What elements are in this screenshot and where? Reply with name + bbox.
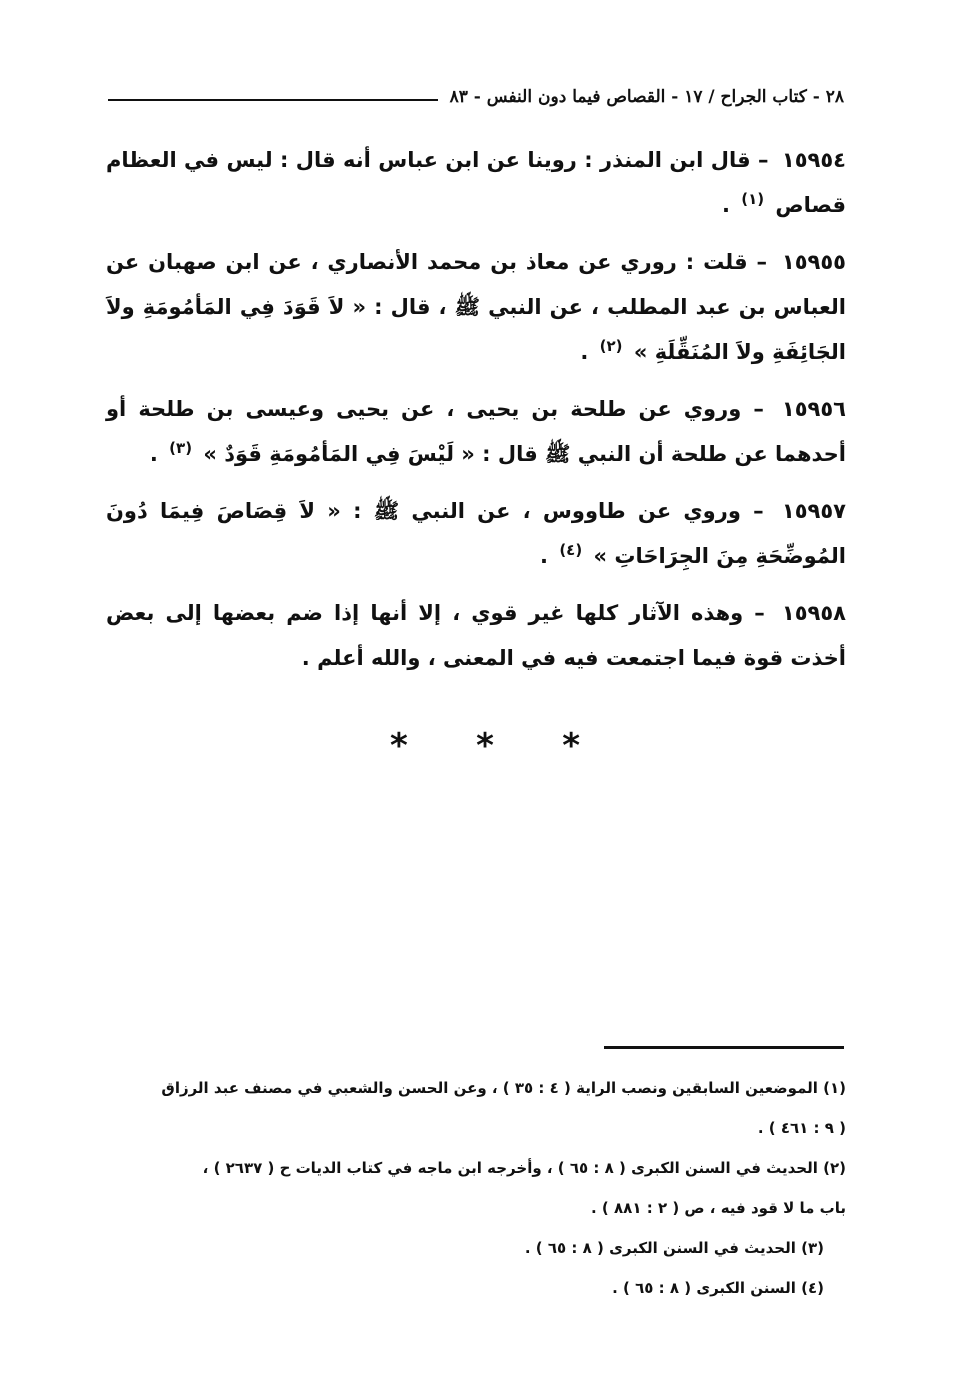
star-icon: * xyxy=(390,726,408,766)
footnote-rule xyxy=(604,1046,844,1049)
footnote-ref[interactable]: (١) xyxy=(741,190,765,208)
footnote-1-line-2: ( ٩ : ٤٦١ ) . xyxy=(757,1119,846,1137)
paragraph-end: . xyxy=(580,340,589,364)
footnote-3: (٣) الحديث في السنن الكبرى ( ٨ : ٦٥ ) . xyxy=(524,1239,824,1257)
main-text xyxy=(106,138,846,691)
paragraph-text: – وروي عن طلحة بن يحيى ، عن يحيى وعيسى بن طلحة أو أحدهما عن طلحة أن النبي ﷺ قال : « لَيْسَ فِي المَأمُومَةِ قَوَدٌ » xyxy=(106,397,846,466)
paragraph-15956 xyxy=(106,387,846,479)
paragraph-number: ١٥٩٥٧ xyxy=(781,499,846,523)
paragraph-number: ١٥٩٥٨ xyxy=(781,601,846,625)
footnote-ref[interactable]: (٤) xyxy=(559,541,583,559)
paragraph-end: . xyxy=(540,544,548,568)
paragraph-number: ١٥٩٥٦ xyxy=(781,397,846,421)
footnotes xyxy=(106,1068,846,1308)
star-icon: * xyxy=(476,726,494,766)
paragraph-15957 xyxy=(106,489,846,581)
header-title: ٢٨ - كتاب الجراح / ١٧ - القصاص فيما دون النفس - ٨٣ xyxy=(449,87,844,107)
paragraph-15954 xyxy=(106,138,846,230)
footnote-2-line-1: (٢) الحديث في السنن الكبرى ( ٨ : ٦٥ ) ، وأخرجه ابن ماجه في كتاب الديات ح ( ٢٦٣٧ ) ، xyxy=(202,1159,846,1177)
footnote-4: (٤) السنن الكبرى ( ٨ : ٦٥ ) . xyxy=(612,1279,824,1297)
star-icon: * xyxy=(562,726,580,766)
paragraph-end: . xyxy=(721,193,730,217)
footnote-1-line-1: (١) الموضعين السابقين ونصب الراية ( ٤ : ٣٥ ) ، وعن الحسن والشعبي في مصنف عبد الرزاق xyxy=(161,1079,846,1097)
paragraph-text: – قال ابن المنذر : روينا عن ابن عباس أنه قال : ليس في العظام قصاص xyxy=(106,148,846,217)
paragraph-number: ١٥٩٥٥ xyxy=(781,250,846,274)
paragraph-text: – وروي عن طاووس ، عن النبي ﷺ : « لاَ قِصَاصَ فِيمَا دُونَ المُوضِّحَةِ مِنَ الجِرَاحَاتِ » xyxy=(106,499,846,568)
section-separator xyxy=(390,726,580,766)
paragraph-number: ١٥٩٥٤ xyxy=(781,148,846,172)
header-rule xyxy=(108,99,438,101)
running-header xyxy=(108,80,844,114)
paragraph-15955 xyxy=(106,240,846,377)
paragraph-text: – قلت : روري عن معاذ بن محمد الأنصاري ، عن ابن صهبان عن العباس بن عبد المطلب ، عن النبي ﷺ ، قال : « لاَ قَوَدَ فِي المَأمُومَةِ ولاَ الجَائِفَةِ ولاَ المُنَقِّلَةِ » xyxy=(106,250,846,364)
footnote-2-line-2: باب ما لا قود فيه ، ص ( ٢ : ٨٨١ ) . xyxy=(591,1199,846,1217)
paragraph-text: – وهذه الآثار كلها غير قوي ، إلا أنها إذا ضم بعضها إلى بعض أخذت قوة فيما اجتمعت فيه في المعنى ، والله أعلم . xyxy=(106,601,846,670)
paragraph-15958 xyxy=(106,591,846,681)
paragraph-end: . xyxy=(149,442,158,466)
footnote-ref[interactable]: (٣) xyxy=(169,439,193,457)
footnote-ref[interactable]: (٢) xyxy=(599,337,623,355)
